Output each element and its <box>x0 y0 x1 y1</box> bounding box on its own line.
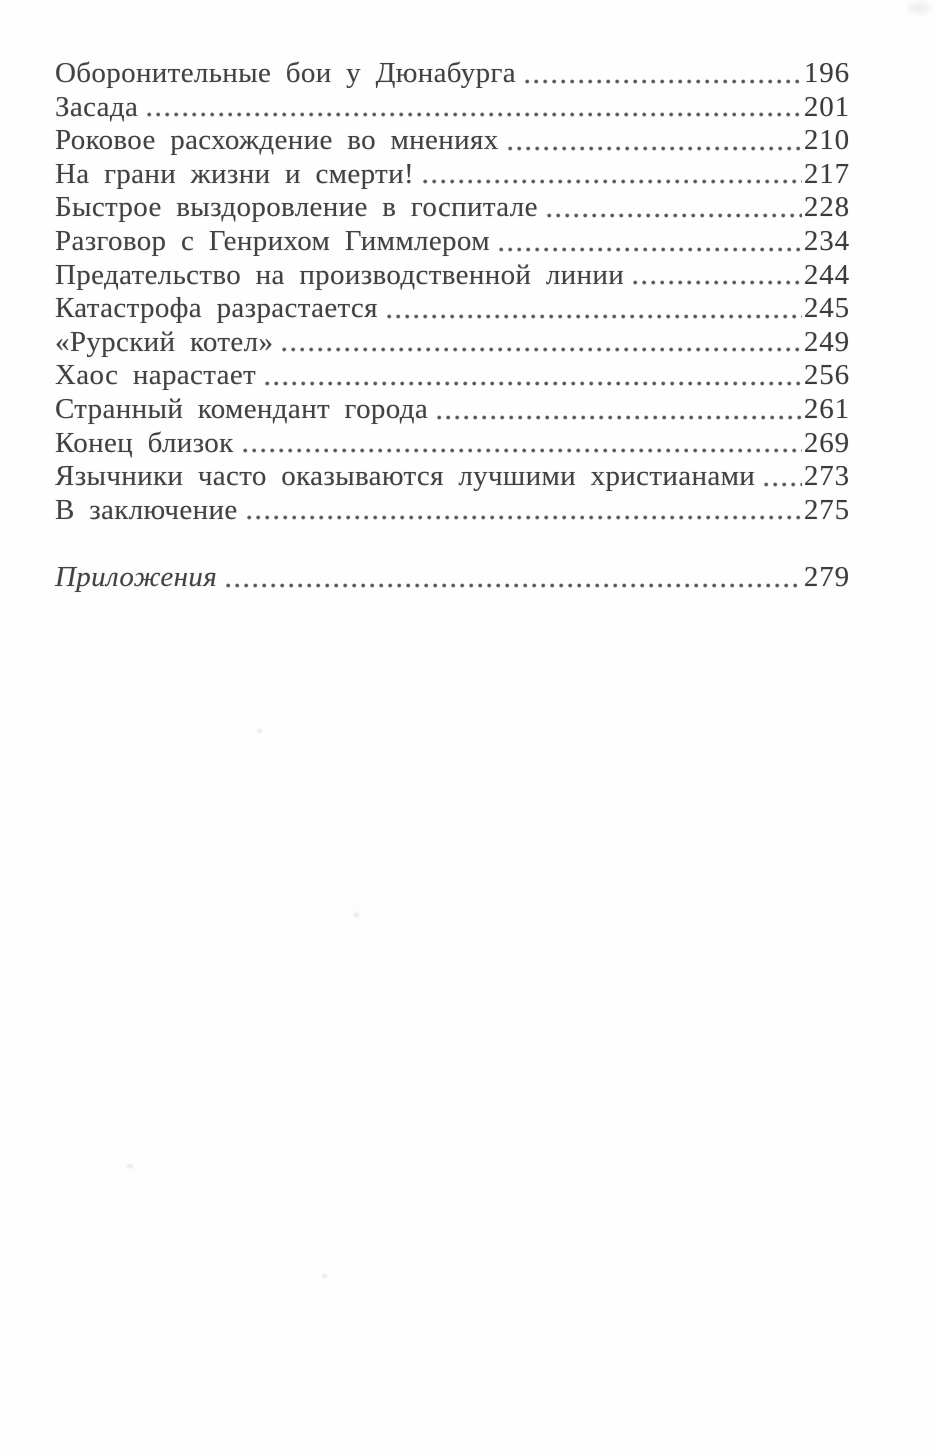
toc-entry <box>55 259 850 293</box>
dot-leader <box>423 179 802 184</box>
dot-leader <box>633 280 802 285</box>
dot-leader <box>226 583 802 588</box>
toc-entry-title: Язычники часто оказываются лучшими христианами <box>55 460 756 493</box>
toc-entry-title: Предательство на производственной линии <box>55 258 625 291</box>
toc-entry-title: Странный комендант города <box>55 392 429 425</box>
toc-entry-page-number: 210 <box>803 124 850 157</box>
table-of-contents <box>55 57 850 595</box>
scan-smudge <box>908 2 930 14</box>
toc-entry-page-number: 245 <box>803 292 850 325</box>
toc-entry-title: Хаос нарастает <box>55 359 257 392</box>
toc-entry-title: Быстрое выздоровление в госпитале <box>55 191 538 224</box>
toc-entry <box>55 57 850 91</box>
dot-leader <box>508 146 802 151</box>
toc-entry-title: В заключение <box>55 493 238 526</box>
scan-speck <box>127 1164 133 1168</box>
toc-entry-page-number: 249 <box>803 325 850 358</box>
toc-entry-title: Приложения <box>55 561 218 594</box>
dot-leader <box>437 415 802 420</box>
dot-leader <box>247 515 802 520</box>
toc-entry-title: Конец близок <box>55 426 234 459</box>
toc-entry-title: Засада <box>55 90 139 123</box>
dot-leader <box>499 247 802 252</box>
dot-leader <box>764 482 802 487</box>
dot-leader <box>265 381 802 386</box>
toc-entry <box>55 292 850 326</box>
toc-entry-title: «Рурский котел» <box>55 325 274 358</box>
toc-entry-page-number: 279 <box>803 561 850 594</box>
toc-entry-page-number: 196 <box>803 57 850 89</box>
toc-entry-title: Роковое расхождение во мнениях <box>55 124 499 157</box>
toc-entry-title: Оборонительные бои у Дюнабурга <box>55 57 516 89</box>
toc-entry-page-number: 201 <box>803 90 850 123</box>
toc-entry-page-number: 217 <box>803 157 850 190</box>
toc-entry <box>55 124 850 158</box>
toc-entry-page-number: 256 <box>803 359 850 392</box>
toc-entry-page-number: 244 <box>803 258 850 291</box>
dot-leader <box>243 448 802 453</box>
toc-entry <box>55 561 850 595</box>
dot-leader <box>525 79 802 84</box>
toc-entry <box>55 460 850 494</box>
toc-entry-page-number: 228 <box>803 191 850 224</box>
toc-entry <box>55 191 850 225</box>
toc-entry-page-number: 234 <box>803 224 850 257</box>
toc-entry <box>55 225 850 259</box>
dot-leader <box>147 112 802 117</box>
toc-entry-title: Катастрофа разрастается <box>55 292 378 325</box>
toc-entry <box>55 158 850 192</box>
toc-entry <box>55 494 850 528</box>
toc-entry <box>55 359 850 393</box>
toc-entry-title: На грани жизни и смерти! <box>55 157 414 190</box>
toc-entry <box>55 326 850 360</box>
toc-entry <box>55 393 850 427</box>
toc-entry <box>55 427 850 461</box>
toc-entry-page-number: 273 <box>803 460 850 493</box>
dot-leader <box>387 314 802 319</box>
toc-entry-page-number: 261 <box>803 392 850 425</box>
toc-entry-title: Разговор с Генрихом Гиммлером <box>55 224 490 257</box>
scan-speck <box>322 1274 327 1278</box>
scan-speck <box>354 913 359 917</box>
dot-leader <box>547 213 802 218</box>
dot-leader <box>282 347 802 352</box>
toc-entry-page-number: 275 <box>803 493 850 526</box>
scan-speck <box>257 729 262 733</box>
toc-entry-page-number: 269 <box>803 426 850 459</box>
toc-entry <box>55 91 850 125</box>
